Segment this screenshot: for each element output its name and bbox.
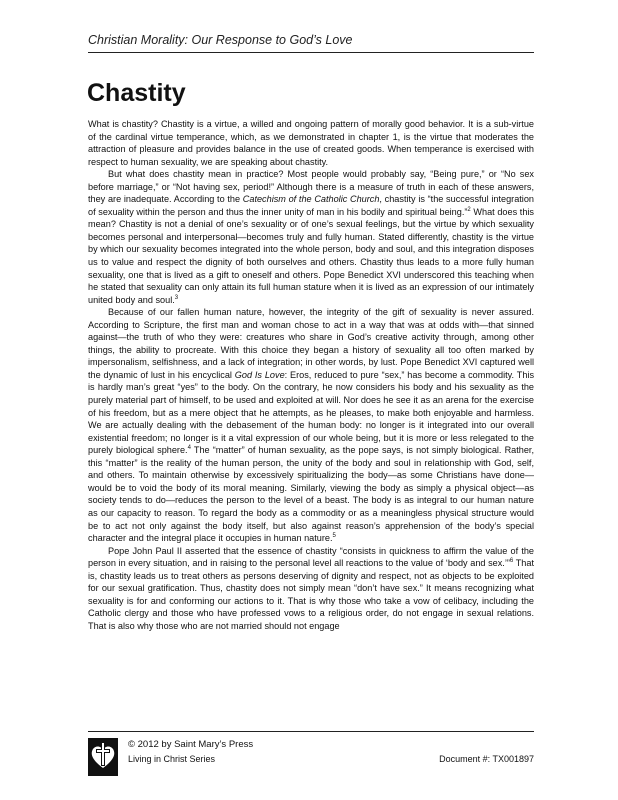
paragraph-1 xyxy=(88,118,534,168)
paragraph-4 xyxy=(88,545,534,633)
footnote-ref: 6 xyxy=(509,558,514,565)
text-run: , chastity is “the successful integration of sexuality within the person and thus the inner unity of man in his bodily and spiritual being.” xyxy=(88,194,534,217)
text-run: : Eros, reduced to pure “sex,” has become a commodity. This is hardly man’s great “yes” to the body. On the contrary, he now considers his body and his sexuality as the purely material part of himself, to be used and exploited at will. Nor does he see it as an arena for the exercise of his freedom, but as a mere object that he attempts, as he pleases, to make both enjoyable and harmless. We are actually dealing with the debasement of the human body: no longer is it integrated into our overall existential freedom; no longer is it a vital expression of our whole being, but it is more or less relegated to the purely biological sphere. xyxy=(88,369,535,456)
paragraph-2 xyxy=(88,168,534,306)
footnote-ref: 2 xyxy=(467,206,471,213)
series-name: Living in Christ Series xyxy=(128,754,216,764)
footnote-ref: 5 xyxy=(332,533,336,539)
text-run: What does this mean? Chastity is not a denial of one’s sexuality or of one’s sexual feelings, but the virtue by which sexuality becomes personal and interpersonal—becomes truly and fully human. Stated differently, chastity is the virtue by which our sexuality becomes integrated into the whole person, body and soul, and this integration disposes us to value and respect the dignity of both ourselves and others. Chastity thus leads to a more fully human sexuality, one that is lived as a gift to oneself and others. Pope Benedict XVI underscored this teaching when he stated that sexuality can only attain its full human stature when it is lived as an expression of our intimately united body and soul. xyxy=(88,206,534,305)
footnote-ref: 4 xyxy=(187,445,191,452)
italic-title: Catechism of the Catholic Church xyxy=(242,194,380,205)
document-number: Document #: TX001897 xyxy=(439,754,534,764)
text-run: The “matter” of human sexuality, as the pope says, is not simply biological. Rather, this “matter” is the reality of the human person, the unity of the body and soul in relationship with God, self, and others. To maintain otherwise by excessively spiritualizing the body—as some Christians have done—would be to void the body of its moral meaning. Similarly, viewing the body as simply a physical object—as society tends to do—reduces the person to the level of a beast. The body is as integral to our human nature as our capacity to reason. To regard the body as a commodity or as a meaningless physical structure would be to act not only against the body itself, but also against reason’s apprehension of the body’s special character and the integral place it occupies in human nature. xyxy=(88,445,534,544)
running-header: Christian Morality: Our Response to God’s Love xyxy=(88,33,353,47)
footer-divider xyxy=(88,731,534,732)
text-run: Because of our fallen human nature, however, the integrity of the gift of sexuality is never assured. According to Scripture, the first man and woman chose to act in a way that was at odds with—that sinned against—the truth of who they were: creatures who share in God’s creative activity through, among other things, the ability to procreate. With this choice they began a history of sexuality all too often marked by impersonalism, selfishness, and a lack of integration; in other words, by lust. Pope Benedict XVI captured well the dynamic of lust in his encyclical xyxy=(88,307,534,380)
article-body xyxy=(88,118,534,632)
footnote-ref: 3 xyxy=(174,294,179,301)
header-divider xyxy=(88,52,534,53)
saint-marys-press-logo xyxy=(88,738,118,776)
copyright-text: © 2012 by Saint Mary’s Press xyxy=(128,739,254,750)
text-run: But what does chastity mean in practice? Most people would probably say, “Being pure,” or “No sex before marriage,” or “Not having sex, period!” Although there is a measure of truth in each of these answers, they are inadequate. According to the xyxy=(88,169,534,205)
text-run: That is, chastity leads us to treat others as persons deserving of dignity and respect, not as objects to be exploited for our sexual gratification. Thus, chastity does not simply mean “don’t have sex.” It means recognizing what sexuality is for and conforming our actions to it. That is why those who take a vow of celibacy, including the Catholic clergy and those who have professed vows to a religious order, do not engage in sexual relations. That is also why those who are not married should not engage xyxy=(88,558,534,631)
italic-title: God Is Love xyxy=(234,369,285,380)
text-run: Pope John Paul II asserted that the essence of chastity “consists in quickness to affirm the value of the person in every situation, and in raising to the personal level all reactions to the value of ‘body and sex.’” xyxy=(88,545,534,569)
page-title: Chastity xyxy=(87,79,186,107)
text-run: What is chastity? Chastity is a virtue, a willed and ongoing pattern of morally good behavior. It is a sub-virtue of the cardinal virtue temperance, which, as we demonstrated in chapter 1, is the virtue that moderates the attraction of pleasure and provides balance in the use of created goods. When temperance is exercised with respect to human sexuality, we are speaking about chastity. xyxy=(88,119,534,167)
paragraph-3 xyxy=(88,306,534,544)
